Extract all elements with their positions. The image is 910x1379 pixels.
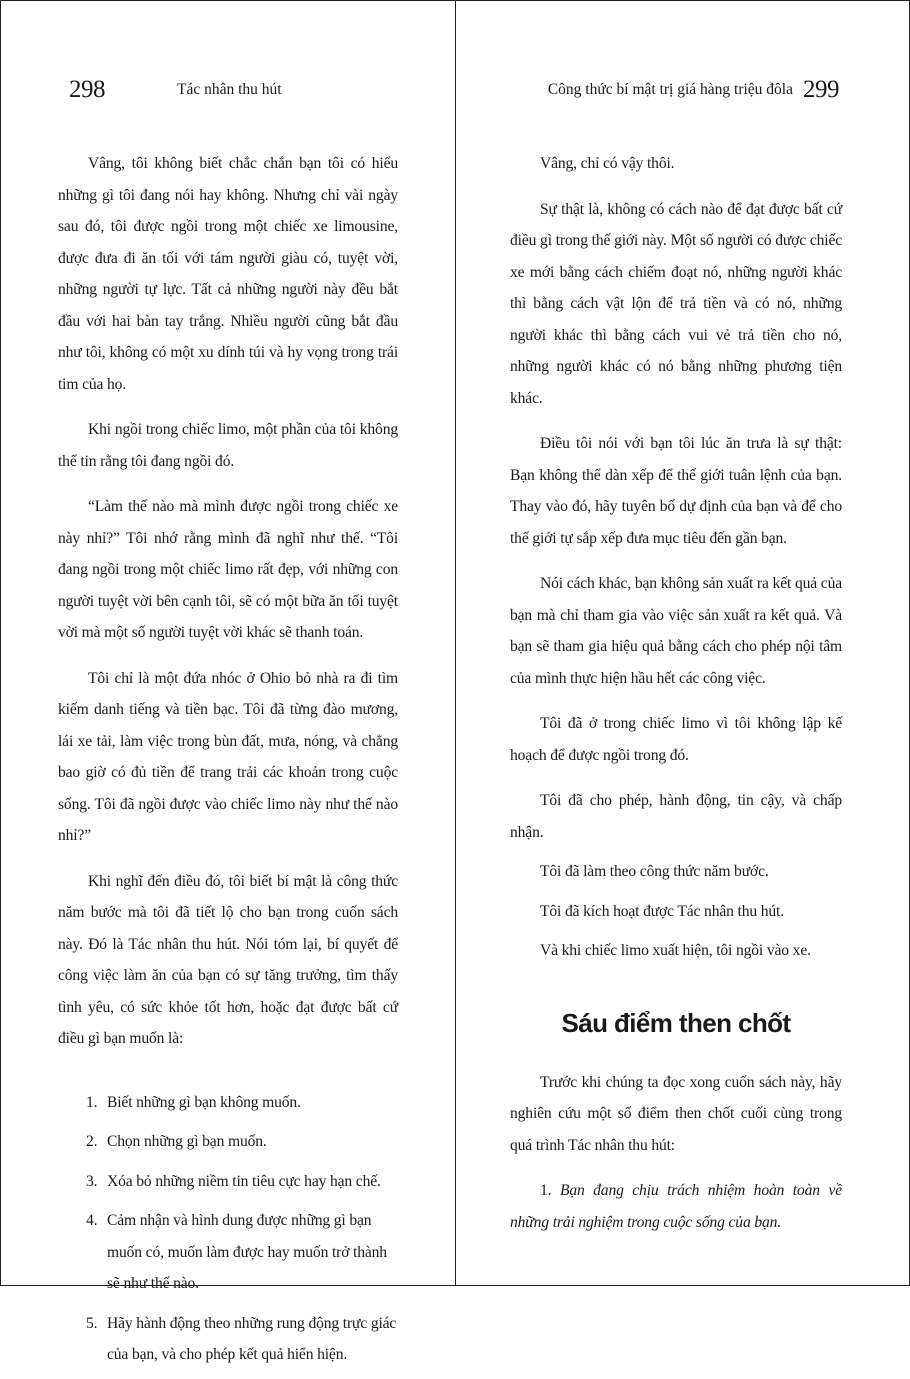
- left-running-header: [1, 75, 455, 105]
- paragraph: Tôi đã làm theo công thức năm bước.: [540, 863, 769, 880]
- paragraph: Khi ngồi trong chiếc limo, một phần của tôi không thể tin rằng tôi đang ngồi đó.: [58, 421, 398, 470]
- paragraph: Khi nghĩ đến điều đó, tôi biết bí mật là công thức năm bước mà tôi đã tiết lộ cho bạn trong cuốn sách này. Đó là Tác nhân thu hút. Nói tóm lại, bí quyết để công việc làm ăn của bạn có sự tăng trưởng, tìm thấy tình yêu, có sức khỏe tốt hơn, hoặc đạt được bất cứ điều gì bạn muốn là:: [58, 872, 398, 1047]
- right-page: [456, 1, 909, 1285]
- key-point-text: Bạn đang chịu trách nhiệm hoàn toàn về những trải nghiệm trong cuộc sống của bạn.: [510, 1182, 842, 1231]
- list-item: [58, 1308, 398, 1371]
- list-item: [58, 1205, 398, 1300]
- list-item-text: Xóa bỏ những niềm tin tiêu cực hay hạn chế.: [107, 1172, 381, 1190]
- paragraph: Vâng, chỉ có vậy thôi.: [540, 155, 675, 172]
- paragraph: Tôi đã ở trong chiếc limo vì tôi không lập kế hoạch để được ngồi trong đó.: [510, 715, 842, 764]
- key-point-1: [510, 1175, 842, 1238]
- list-item-number: 4.: [86, 1212, 98, 1229]
- list-item-text: Chọn những gì bạn muốn.: [107, 1133, 267, 1150]
- left-page: [1, 1, 455, 1363]
- section-heading: Sáu điểm then chốt: [561, 1007, 791, 1038]
- list-item-number: 3.: [86, 1172, 98, 1190]
- list-item: [58, 1087, 398, 1119]
- paragraph: “Làm thế nào mà mình được ngồi trong chiếc xe này nhỉ?” Tôi nhớ rằng mình đã nghĩ như thế. “Tôi đang ngồi trong một chiếc limo rất đẹp, với những con người tuyệt vời bên cạnh tôi, sẽ có một bữa ăn tối tuyệt vời mà một số người tuyệt vời khác sẽ thanh toán.: [58, 498, 398, 641]
- paragraph: Tôi chỉ là một đứa nhóc ở Ohio bỏ nhà ra đi tìm kiếm danh tiếng và tiền bạc. Tôi đã từng đào mương, lái xe tải, làm việc trong bùn đất, mưa, nóng, và chẳng bao giờ có đủ tiền để trang trải các khoản trong cuộc sống. Tôi đã ngồi được vào chiếc limo này như thế nào nhỉ?”: [58, 669, 398, 844]
- right-running-title: Công thức bí mật trị giá hàng triệu đôla: [547, 81, 793, 98]
- right-page-number: 299: [803, 76, 839, 103]
- five-step-list: [58, 1087, 398, 1371]
- list-item: [58, 1166, 398, 1198]
- paragraph: Tôi đã cho phép, hành động, tin cậy, và chấp nhận.: [510, 792, 842, 841]
- left-body-text: [58, 148, 398, 1379]
- key-point-number: 1.: [540, 1182, 552, 1199]
- paragraph: Vâng, tôi không biết chắc chắn bạn tôi có hiểu những gì tôi đang nói hay không. Nhưng chỉ vài ngày sau đó, tôi được ngồi trong một chiếc xe limousine, được đưa đi ăn tối với tám người giàu có, tuyệt vời, những người tự lực. Tất cả những người này đều bắt đầu với hai bàn tay trắng. Nhiều người cũng bắt đầu như tôi, không có một xu dính túi và hy vọng trong trái tim của họ.: [58, 155, 398, 393]
- left-running-title: Tác nhân thu hút: [177, 81, 282, 98]
- paragraph: Điều tôi nói với bạn tôi lúc ăn trưa là sự thật: Bạn không thể dàn xếp để thế giới tuân lệnh của bạn. Thay vào đó, hãy tuyên bố dự định của bạn và để cho thế giới tự sắp xếp đưa mục tiêu đến gần bạn.: [510, 435, 842, 547]
- right-body-text: [510, 148, 842, 1252]
- left-page-number: 298: [69, 76, 105, 103]
- list-item-text: Cảm nhận và hình dung được những gì bạn muốn có, muốn làm được hay muốn trở thành sẽ như thế nào.: [107, 1212, 387, 1292]
- section-intro: Trước khi chúng ta đọc xong cuốn sách này, hãy nghiên cứu một số điểm then chốt cuối cùng trong quá trình Tác nhân thu hút:: [510, 1073, 842, 1154]
- list-item-number: 5.: [86, 1314, 98, 1332]
- paragraph: Và khi chiếc limo xuất hiện, tôi ngồi vào xe.: [540, 942, 811, 959]
- list-item-text: Hãy hành động theo những rung động trực giác của bạn, và cho phép kết quả hiển hiện.: [107, 1314, 397, 1363]
- list-item-text: Biết những gì bạn không muốn.: [107, 1093, 301, 1111]
- paragraph: Tôi đã kích hoạt được Tác nhân thu hút.: [540, 902, 784, 920]
- right-running-header: [456, 75, 909, 105]
- list-item: [58, 1126, 398, 1158]
- paragraph: Sự thật là, không có cách nào để đạt được bất cứ điều gì trong thế giới này. Một số người có được chiếc xe mới bằng cách chiếm đoạt nó, những người khác thì bằng cách vật lộn để trả tiền và có nó, những người khác thì bằng cách vui vẻ trả tiền cho nó, những người khác có nó bằng những phương tiện khác.: [510, 200, 842, 407]
- list-item-number: 2.: [86, 1133, 98, 1150]
- list-item-number: 1.: [86, 1093, 98, 1111]
- paragraph: Nói cách khác, bạn không sản xuất ra kết quả của bạn mà chỉ tham gia vào việc sản xuất ra kết quả. Và bạn sẽ tham gia hiệu quả bằng cách cho phép nội tâm của mình thực hiện hầu hết các công việc.: [510, 575, 842, 687]
